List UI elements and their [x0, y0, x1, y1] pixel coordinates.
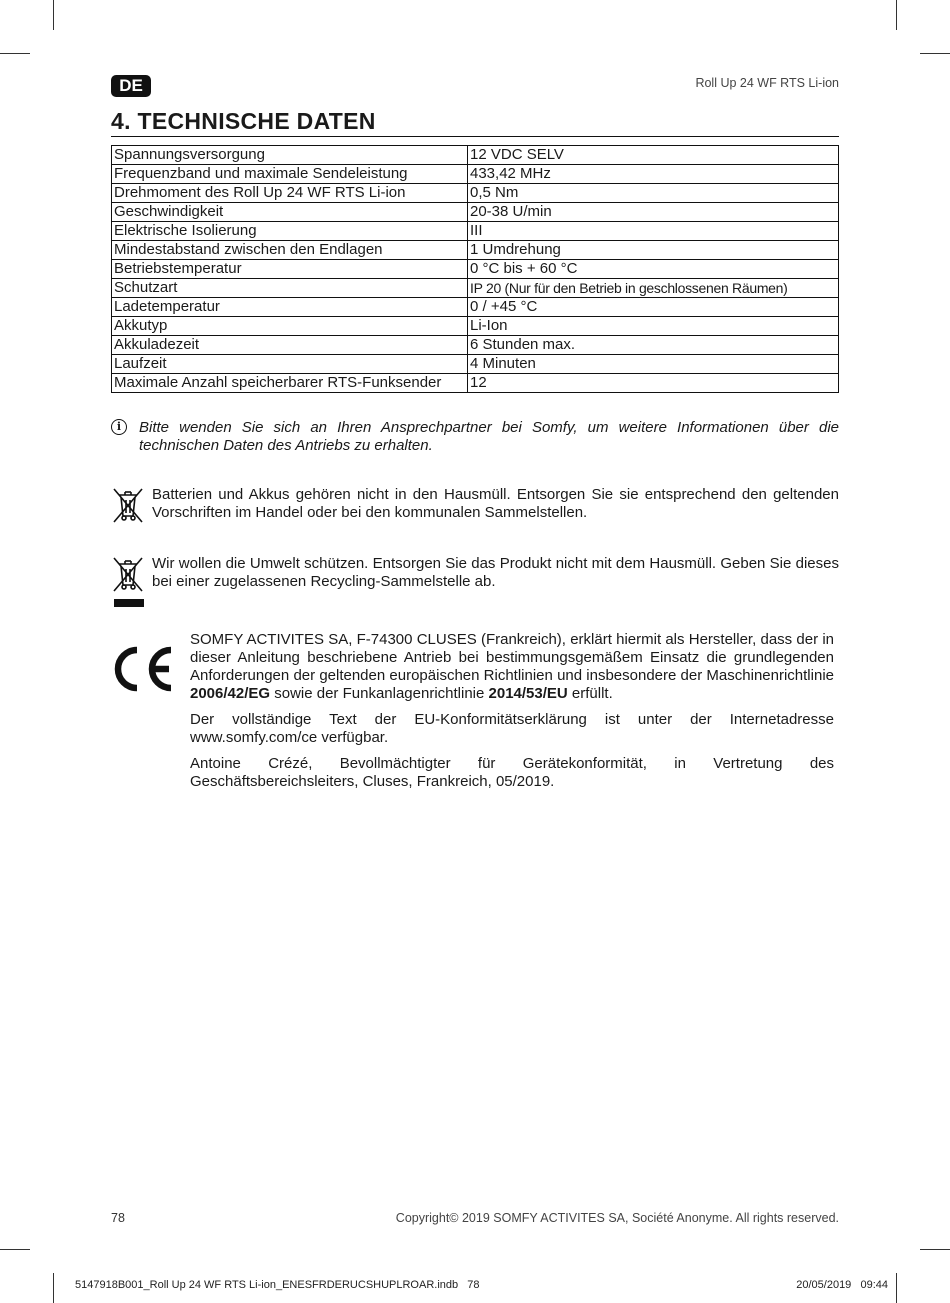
- spec-label: Geschwindigkeit: [112, 203, 468, 222]
- crop-mark: [53, 0, 54, 30]
- spec-value: 0,5 Nm: [468, 184, 839, 203]
- spec-value: III: [468, 222, 839, 241]
- table-row: [112, 260, 839, 279]
- spec-label: Frequenzband und maximale Sendeleistung: [112, 165, 468, 184]
- ce-mark-icon: [111, 645, 175, 693]
- crop-mark: [0, 1249, 30, 1250]
- spec-value: 4 Minuten: [468, 355, 839, 374]
- spec-value: 1 Umdrehung: [468, 241, 839, 260]
- spec-value: 433,42 MHz: [468, 165, 839, 184]
- crop-mark: [53, 1273, 54, 1303]
- spec-label: Elektrische Isolierung: [112, 222, 468, 241]
- product-name: Roll Up 24 WF RTS Li-ion: [695, 76, 839, 90]
- info-icon: i: [111, 419, 127, 435]
- weee-disposal-note: [111, 555, 839, 591]
- ce-declaration-text: SOMFY ACTIVITES SA, F-74300 CLUSES (Frankreich), erklärt hiermit als Hersteller, dass der in dieser Anleitung beschriebene Antrieb bei bestimmungsgemäßem Einsatz die grundlegenden Anforderungen der geltenden europäischen Richtlinien und insbesondere der Maschinenrichtlinie 2006/42/EG sowie der Funkanlagenrichtlinie 2014/53/EU erfüllt.: [190, 631, 834, 702]
- spec-label: Schutzart: [112, 279, 468, 298]
- table-row: [112, 279, 839, 298]
- table-row: [112, 336, 839, 355]
- spec-value: 12: [468, 374, 839, 393]
- info-note-text: Bitte wenden Sie sich an Ihren Ansprechpartner bei Somfy, um weitere Informationen über die technischen Daten des Antriebs zu erhalten.: [139, 419, 839, 454]
- page-number: 78: [111, 1211, 125, 1225]
- spec-value: 0 °C bis + 60 °C: [468, 260, 839, 279]
- battery-disposal-text: Batterien und Akkus gehören nicht in den Hausmüll. Entsorgen Sie sie entsprechend den geltenden Vorschriften im Handel oder bei den kommunalen Sammelstellen.: [152, 486, 839, 521]
- spec-label: Spannungsversorgung: [112, 146, 468, 165]
- spec-value: 0 / +45 °C: [468, 298, 839, 317]
- print-slug-file: 5147918B001_Roll Up 24 WF RTS Li-ion_ENESFRDERUCSHUPLROAR.indb 78: [75, 1279, 480, 1291]
- spec-value: 12 VDC SELV: [468, 146, 839, 165]
- crop-mark: [896, 1273, 897, 1303]
- print-slug-date: 20/05/2019 09:44: [796, 1279, 888, 1291]
- spec-label: Laufzeit: [112, 355, 468, 374]
- info-note: [111, 419, 839, 455]
- crossed-bin-icon: [111, 486, 145, 524]
- ce-signatory: Antoine Crézé, Bevollmächtigter für Gerätekonformität, in Vertretung des Geschäftsbereichsleiters, Cluses, Frankreich, 05/2019.: [190, 755, 834, 790]
- spec-value: 6 Stunden max.: [468, 336, 839, 355]
- crop-mark: [896, 0, 897, 30]
- spec-label: Ladetemperatur: [112, 298, 468, 317]
- table-row: [112, 222, 839, 241]
- ce-full-text-note: Der vollständige Text der EU-Konformitätserklärung ist unter der Internetadresse www.somfy.com/ce verfügbar.: [190, 711, 834, 746]
- spec-value: 20-38 U/min: [468, 203, 839, 222]
- spec-label: Maximale Anzahl speicherbarer RTS-Funksender: [112, 374, 468, 393]
- spec-value: IP 20 (Nur für den Betrieb in geschlossenen Räumen): [468, 279, 839, 298]
- language-badge: DE: [111, 75, 151, 97]
- table-row: [112, 165, 839, 184]
- spec-label: Mindestabstand zwischen den Endlagen: [112, 241, 468, 260]
- crop-mark: [0, 53, 30, 54]
- table-row: [112, 203, 839, 222]
- table-row: [112, 317, 839, 336]
- section-title: 4. TECHNISCHE DATEN: [111, 107, 839, 137]
- spec-label: Akkuladezeit: [112, 336, 468, 355]
- spec-label: Drehmoment des Roll Up 24 WF RTS Li-ion: [112, 184, 468, 203]
- spec-label: Akkutyp: [112, 317, 468, 336]
- radio-directive: 2014/53/EU: [488, 685, 568, 702]
- battery-disposal-note: [111, 486, 839, 522]
- table-row: [112, 146, 839, 165]
- spec-label: Betriebstemperatur: [112, 260, 468, 279]
- spec-table: [111, 145, 839, 393]
- table-row: [112, 355, 839, 374]
- ce-declaration: [111, 631, 839, 799]
- copyright: Copyright© 2019 SOMFY ACTIVITES SA, Société Anonyme. All rights reserved.: [395, 1211, 839, 1225]
- table-row: [112, 241, 839, 260]
- table-row: [112, 298, 839, 317]
- table-row: [112, 374, 839, 393]
- spec-value: Li-Ion: [468, 317, 839, 336]
- table-row: [112, 184, 839, 203]
- crossed-bin-bar-icon: [111, 555, 145, 609]
- crop-mark: [920, 1249, 950, 1250]
- crop-mark: [920, 53, 950, 54]
- machinery-directive: 2006/42/EG: [190, 685, 271, 702]
- weee-disposal-text: Wir wollen die Umwelt schützen. Entsorgen Sie das Produkt nicht mit dem Hausmüll. Geben Sie dieses bei einer zugelassenen Recycling-Sammelstelle ab.: [152, 555, 839, 590]
